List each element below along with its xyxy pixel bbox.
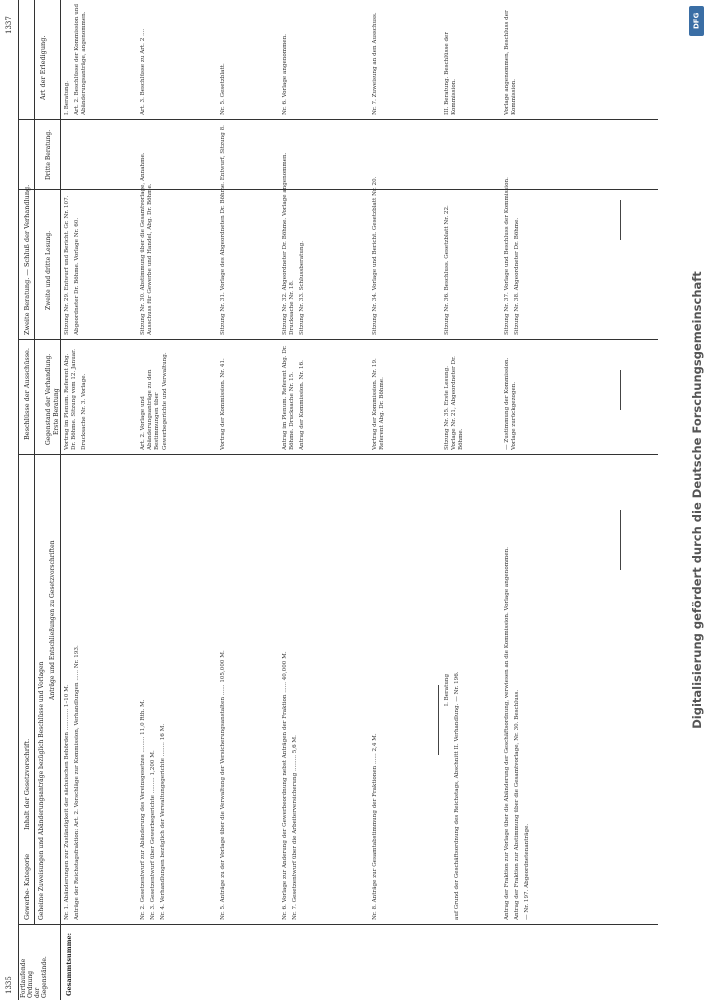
row-6-col4-line-1: Sitzung Nr. 38. Abgeordneter Dr. Böhme. [514,217,521,335]
row-0-col5-line-0: I. Beratung. [64,80,70,115]
row-6-col2-line-0: Antrag der Fraktion zur Vorlage über die Abänderung der Geschäftsordnung, verwiesen an die Kommission. Vorlage angenommen. [504,546,510,920]
row-1-col5-line-0: Art. 3. Beschlüsse zu Art. 2 .... [140,28,146,115]
row-5-col3 [444,344,494,450]
col1-header-line-4: Gegenstände. [41,956,48,998]
col2-subheader: Geheime Zuweisungen und Abänderungsanträge bezüglich Beschlüsse und Vorlagen [38,661,45,920]
col1-header-line-3: der [34,987,41,998]
row-1-col2-line-0: Nr. 2. Gesetzentwurf zur Abänderung des Vereinsgesetzes ......... 11,0 Rth. M. [140,699,146,920]
row-2-col3 [220,344,275,450]
row-1-col4-line-0: Sitzung Nr. 30. Abstimmung über die Gesamtvorlage, Annahme. Ausschuss für Gewerbe und Handel, Abg. Dr. Böhme. [140,152,154,335]
col-divider-2 [18,454,658,455]
row-0-col2 [64,460,134,920]
col5-header: Art der Erledigung. [39,35,47,100]
col-divider-3 [18,339,658,340]
col4-subheader-2: Dritte Beratung. [45,129,52,180]
row-4-col2 [372,460,422,920]
col-divider-5 [18,119,658,120]
col2-subheader-2: Anträge und Entschließungen zu Gesetzvorschriften [49,540,56,700]
section-rule-2 [620,510,621,570]
dfg-logo: DFG [689,6,704,36]
row-5-col5 [444,3,494,115]
row-3-col2 [282,460,362,920]
col-divider-1 [18,924,658,925]
row-6-col5-line-0: Vorlage angenommen, Beschluss der Kommission. [504,10,518,115]
row-5-col4-line-0: Sitzung Nr. 36. Beschluss. Gesetzblatt Nr. 22. [444,205,450,335]
header-top-rule [18,0,19,1000]
page-number-right: 1337 [5,16,13,34]
col3-subheader: Gegenstand der Verhandlung. [45,353,52,445]
row-1-col5 [140,3,210,115]
row-3-col4 [282,125,362,335]
row-1-col2 [140,460,210,920]
summary-label: Gesammtsumme: [65,933,73,996]
col1-header-line-2: Ordnung [27,970,34,998]
col2b-header: Inhalt der Gesetzvorschrift. [23,738,31,830]
header-mid-rule [34,0,35,925]
row-6-col5 [504,3,614,115]
row-1-col4 [140,125,210,335]
col1-header [20,926,48,998]
col2-header: Gewerbe- Kategorie [23,853,31,920]
section-rule-1 [438,685,439,755]
row-4-col4 [372,125,422,335]
row-3-col2-line-0: Nr. 6. Vorlage zur Änderung der Gewerbeordnung nebst Anträgen der Fraktion ...... 40,000 M. [282,651,288,920]
row-0-col4-line-0: Sitzung Nr. 29. Entwurf und Bericht. Gr. Nr. 107. [64,195,70,335]
header-bottom-rule [60,0,61,1000]
row-2-col4-line-0: Sitzung Nr. 31. Vorlage des Abgeordneten Dr. Böhme. Entwurf, Sitzung 8. [220,125,226,335]
col3-header: Beschlüsse der Ausschüsse. [23,348,31,440]
page-number-left: 1335 [5,976,13,994]
row-4-col4-line-0: Sitzung Nr. 34. Vorlage und Bericht. Gesetzblatt Nr. 20. [372,176,378,335]
row-2-col4 [220,125,275,335]
row-5-col4 [444,125,494,335]
row-6-col2 [504,460,614,920]
row-6-col4-line-0: Sitzung Nr. 37. Vorlage und Beschluss der Kommission. [504,177,510,335]
row-3-col4-line-0: Sitzung Nr. 32. Abgeordneter Dr. Böhme. Vorlage angenommen. Drucksache Nr. 18. [282,152,296,335]
row-0-col4 [64,125,134,335]
row-3-col4-line-1: Sitzung Nr. 33. Schlussberatung. [299,241,306,335]
row-3-col3-line-0: Antrag im Plenum. Referent Abg. Dr. Böhme. Drucksache Nr. 15. [282,345,296,450]
row-6-col3-line-0: — Zustimmung der Kommission. Vorlage zurückgezogen. [504,357,518,450]
row-3-col2-line-1: Nr. 7. Gesetzentwurf über die Arbeiterversicherung ......... 5,6 M. [292,735,299,920]
section-rule-3 [620,370,621,410]
row-4-col2-line-0: Nr. 8. Anträge zur Gesamtabstimmung der Fraktionen ...... 2,4 M. [372,733,378,920]
row-0-col3 [64,344,134,450]
row-0-col2-line-0: Nr. 1. Abänderungen zur Zuständigkeit der sächsischen Behörden ............ 1–10 M. [64,684,70,920]
col4-header: Zweite Beratung. — Schluß der Verhandlung. [23,184,31,335]
row-4-col5 [372,3,422,115]
row-2-col2 [220,460,275,920]
row-4-col5-line-0: Nr. 7. Zuweisung an den Ausschuss. [372,12,378,115]
col4-subheader: Zweite und dritte Lesung. [45,230,52,310]
row-0-col5 [64,3,134,115]
row-6-col2-line-2: — Nr. 197. Abgeordnetenanträge. [524,823,531,920]
row-2-col2-line-0: Nr. 5. Anträge zu der Vorlage über die Verwaltung der Versicherungsanstalten ...... 105,000 M. [220,650,226,920]
row-0-col3-line-0: Vortrag im Plenum. Referent Abg. Dr. Böhme. Sitzung vom 12. Januar. [64,349,78,450]
row-2-col5-line-0: Nr. 5. Gesetzblatt. [220,63,226,115]
col3-subheader-2: Erste Beratung [53,388,60,435]
row-2-col5 [220,3,275,115]
row-3-col3 [282,344,362,450]
digitization-banner-text: Digitalisierung gefördert durch die Deutsche Forschungsgemeinschaft [689,271,704,729]
row-5-col2 [444,460,494,920]
row-3-col5-line-0: Nr. 6. Vorlage angenommen. [282,33,288,115]
row-0-col3-line-1: Drucksache Nr. 3. Vorlage. [81,373,88,450]
row-6-col3 [504,344,614,450]
section-rule-4 [620,200,621,240]
row-6-col4 [504,125,614,335]
row-0-col4-line-1: Abgeordneter Dr. Böhme. Vorlage Nr. 60. [74,217,81,335]
digitization-banner [686,0,707,1000]
row-0-col5-line-1: Art. 2. Beschlüsse der Kommission und Abänderungsanträge, angenommen. [74,3,88,115]
row-2-col3-line-0: Vortrag der Kommission. Nr. 41. [220,358,226,450]
row-5-col3-line-0: Sitzung Nr. 35. Erste Lesung. Vorlage Nr. 21, Abgeordneter Dr. Böhme. [444,356,465,450]
row-5-col2-line-0: I. Beratung [444,673,450,707]
row-4-col3-line-0: Vortrag der Kommission. Nr. 19. Referent Abg. Dr. Böhme. [372,358,386,450]
row-1-col2-line-1: Nr. 3. Gesetzentwurf über Gewerbegerichte ......... 1,200 M. [150,750,157,920]
col1-header-line-1: Fortlaufende [20,958,27,998]
row-6-col2-line-1: Antrag der Fraktion zur Abstimmung über die Gesamtvorlage, Nr. 30. Beschluss. [514,689,521,920]
row-3-col3-line-1: Antrag der Kommission. Nr. 16. [299,360,306,450]
row-5-col2-line-1: auf Grund der Geschäftsordnung des Reichstags, Abschnitt II. Verhandlung. — Nr. 196. [454,671,461,920]
row-5-col5-line-0: III. Beratung. Beschlüsse der Kommission. [444,31,458,115]
row-0-col2-line-1: Anträge der Reichstagsfraktion: Art. 2. Vorschläge zur Kommission, Verhandlungen ...... Nr. 193. [74,645,81,920]
row-4-col3 [372,344,422,450]
row-1-col2-line-2: Nr. 4. Verhandlungen bezüglich der Verwaltungsgerichte ........ 16 M. [160,723,167,920]
row-3-col5 [282,3,362,115]
row-1-col3-line-0: Art. 2. Vorlage und Abänderungsanträge zu den Bestimmungen über Gewerbegerichte und Verwaltung. [140,352,168,450]
row-1-col3 [140,344,210,450]
